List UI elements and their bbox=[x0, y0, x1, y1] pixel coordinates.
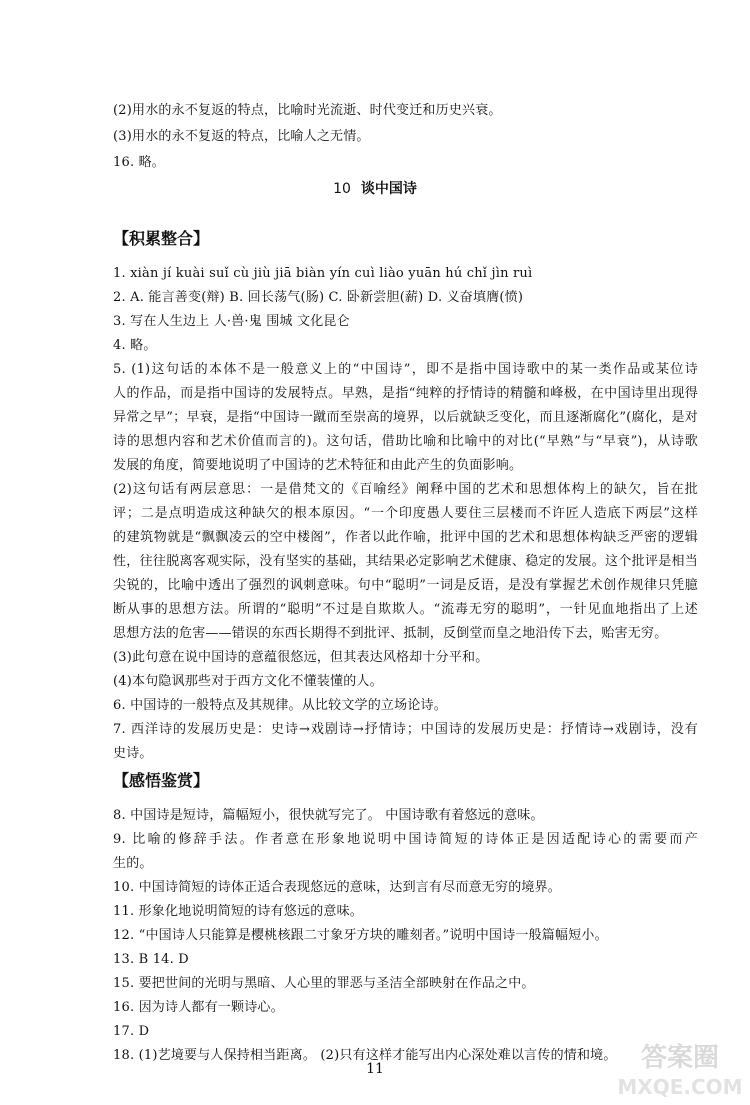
answer-line: 16. 略。 bbox=[113, 155, 166, 170]
answer-line: 人的作品，而是指中国诗的发展特点。早熟，是指“纯粹的抒情诗的精髓和峰极，在中国诗里出现得 bbox=[113, 386, 698, 401]
answer-line: 9. 比喻的修辞手法。作者意在形象地说明中国诗简短的诗体正是因适配诗心的需要而产 bbox=[113, 832, 698, 847]
answer-line: 13. B 14. D bbox=[113, 952, 189, 967]
answer-line: 1. xiàn jí kuài suǐ cù jiù jiā biàn yín cuì liào yuān hú chǐ jìn ruì bbox=[113, 266, 533, 281]
answer-line: 发展的角度，简要地说明了中国诗的艺术特征和由此产生的负面影响。 bbox=[113, 458, 523, 473]
chapter-number: 10 bbox=[333, 181, 351, 197]
answer-line: 18. (1)艺境要与人保持相当距离。 (2)只有这样才能写出内心深处难以言传的情和境。 bbox=[113, 1048, 617, 1063]
watermark-top-text: 答案圈 bbox=[640, 1043, 720, 1073]
answer-line: (3)用水的永不复返的特点，比喻人之无情。 bbox=[113, 129, 370, 144]
section-heading-accumulation: 【积累整合】 bbox=[113, 229, 210, 248]
answer-line: 7. 西洋诗的发展历史是：史诗→戏剧诗→抒情诗；中国诗的发展历史是：抒情诗→戏剧诗，没有 bbox=[113, 722, 698, 737]
answer-line: 16. 因为诗人都有一颗诗心。 bbox=[113, 1000, 284, 1015]
answer-line: 8. 中国诗是短诗，篇幅短小，很快就写完了。 中国诗歌有着悠远的意味。 bbox=[113, 808, 544, 823]
answer-line: 思想方法的危害——错误的东西长期得不到批评、抵制，反倒堂而皇之地沿传下去，贻害无穷。 bbox=[113, 626, 668, 641]
answer-line: 6. 中国诗的一般特点及其规律。从比较文学的立场论诗。 bbox=[113, 698, 447, 713]
watermark-logo bbox=[612, 1030, 748, 1102]
section-heading-appreciation: 【感悟鉴赏】 bbox=[113, 771, 210, 790]
answer-line: 4. 略。 bbox=[113, 338, 157, 353]
page-number: 11 bbox=[366, 1061, 384, 1077]
answer-line: (2)这句话有两层意思：一是借梵文的《百喻经》阐释中国的艺术和思想体构上的缺欠，旨在批 bbox=[113, 482, 698, 497]
chapter-title-text: 谈中国诗 bbox=[360, 181, 417, 197]
answer-line: 断从事的思想方法。所谓的“聪明”不过是自欺欺人。“流毒无穷的聪明”，一针见血地指出了上述 bbox=[113, 602, 698, 617]
answer-line: (2)用水的永不复返的特点，比喻时光流逝、时代变迁和历史兴衰。 bbox=[113, 103, 502, 118]
answer-line: (3)此句意在说中国诗的意蕴很悠远，但其表达风格却十分平和。 bbox=[113, 650, 489, 665]
answer-line: 的建筑物就是“飘飘凌云的空中楼阁”，作者以此作喻，批评中国的艺术和思想体构缺乏严密的逻辑 bbox=[113, 530, 698, 545]
answer-line: 生的。 bbox=[113, 856, 153, 871]
answer-line: 17. D bbox=[113, 1024, 150, 1039]
answer-line: 性，往往脱离客观实际，没有坚实的基础，其结果必定影响艺术健康、稳定的发展。这个批评是相当 bbox=[113, 554, 698, 569]
answer-line: 10. 中国诗简短的诗体正适合表现悠远的意味，达到言有尽而意无穷的境界。 bbox=[113, 880, 562, 895]
answer-line: 异常之早”；早衰，是指“中国诗一蹴而至崇高的境界，以后就缺乏变化，而且逐渐腐化”(腐化，是对 bbox=[113, 410, 698, 425]
chapter-title bbox=[0, 178, 750, 198]
answer-line: 11. 形象化地说明简短的诗有悠远的意味。 bbox=[113, 904, 364, 919]
answer-line: 5. (1)这句话的本体不是一般意义上的“中国诗”，即不是指中国诗歌中的某一类作品或某位诗 bbox=[113, 362, 698, 377]
answer-line: 诗的思想内容和艺术价值而言的)。这句话，借助比喻和比喻中的对比(“早熟”与“早衰”)，从诗歌 bbox=[113, 434, 698, 449]
answer-line: 史诗。 bbox=[113, 746, 153, 761]
answer-line: 15. 要把世间的光明与黑暗、人心里的罪恶与圣洁全部映射在作品之中。 bbox=[113, 976, 535, 991]
answer-line: 3. 写在人生边上 人·兽·鬼 围城 文化昆仑 bbox=[113, 314, 350, 329]
watermark-bottom-text: MXQE.COM bbox=[617, 1075, 743, 1099]
answer-line: (4)本句隐讽那些对于西方文化不懂装懂的人。 bbox=[113, 674, 383, 689]
answer-line: 2. A. 能言善变(辩) B. 回长荡气(肠) C. 卧新尝胆(薪) D. 义奋填膺(愤) bbox=[113, 290, 524, 305]
answer-line: 尖锐的，比喻中透出了强烈的讽刺意味。句中“聪明”一词是反语，是没有掌握艺术创作规律只凭臆 bbox=[113, 578, 698, 593]
answer-line: 12. “中国诗人只能算是樱桃核跟二寸象牙方块的雕刻者。”说明中国诗一般篇幅短小。 bbox=[113, 928, 608, 943]
answer-line: 评；二是点明造成这种缺欠的根本原因。“一个印度愚人要住三层楼而不许匠人造底下两层”这样 bbox=[113, 506, 698, 521]
